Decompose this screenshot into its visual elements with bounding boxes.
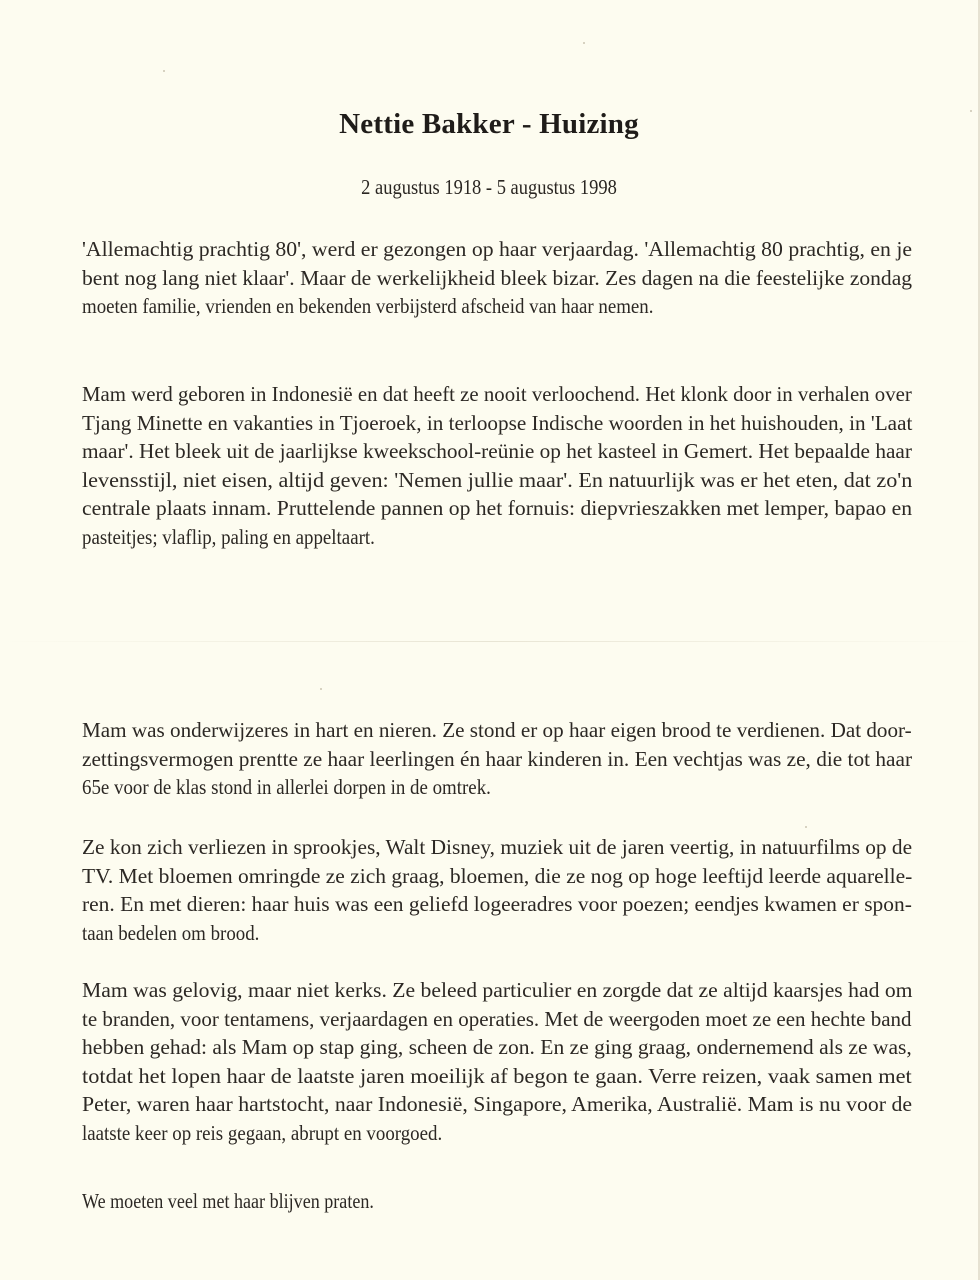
text-line: Peter, waren haar hartstocht, naar Indonesië, Singapore, Amerika, Australië. Mam is nu voor de: [82, 1092, 913, 1116]
paragraph-birthday: [82, 235, 912, 321]
text-line: te branden, voor tentamens, verjaardagen en operaties. Met de weergoden moet ze een hechte band: [82, 1006, 912, 1031]
text-line: TV. Met bloemen omringde ze zich graag, bloemen, die ze nog op hoge leeftijd leerde aquarelle-: [82, 863, 913, 888]
text-line: hebben gehad: als Mam op stap ging, scheen de zon. En ze ging graag, ondernemend als ze was,: [82, 1035, 912, 1059]
text-line: Mam was onderwijzeres in hart en nieren. Ze stond er op haar eigen brood te verdienen. Dat door-: [82, 718, 912, 742]
paper-speck: [805, 826, 807, 828]
text-line: 65e voor de klas stond in allerlei dorpen in de omtrek.: [82, 775, 491, 799]
text-line: Ze kon zich verliezen in sprookjes, Walt Disney, muziek uit de jaren veertig, in natuurfilms op de: [82, 835, 913, 859]
paragraph-hobbies: [82, 833, 912, 947]
text-line: totdat het lopen haar de laatste jaren moeilijk af begon te gaan. Verre reizen, vaak samen met: [82, 1063, 912, 1088]
text-line: pasteitjes; vlaflip, paling en appeltaart.: [82, 524, 375, 549]
text-line: Tjang Minette en vakanties in Tjoeroek, in terloopse Indische woorden in het huishouden, in 'Laat: [82, 410, 913, 435]
paper-speck: [320, 688, 322, 690]
text-line: maar'. Het bleek uit de jaarlijkse kweekschool-reünie op het kasteel in Gemert. Het bepaalde haar: [82, 439, 912, 463]
paper-speck: [163, 70, 165, 72]
paragraph-closing: [82, 1187, 912, 1216]
text-line: Mam werd geboren in Indonesië en dat heeft ze nooit verloochend. Het klonk door in verhalen over: [82, 382, 912, 406]
paper-fold-line: [0, 641, 978, 642]
paragraph-faith-travel: [82, 976, 912, 1147]
text-line: Mam was gelovig, maar niet kerks. Ze beleed particulier en zorgde dat ze altijd kaarsjes had om: [82, 978, 913, 1002]
text-line: ren. En met dieren: haar huis was een geliefd logeeradres voor poezen; eendjes kwamen er spon-: [82, 892, 912, 916]
life-dates: 2 augustus 1918 - 5 augustus 1998: [361, 175, 617, 199]
paper-speck: [583, 42, 585, 44]
text-line: zettingsvermogen prentte ze haar leerlingen én haar kinderen in. Een vechtjas was ze, die tot haar: [82, 746, 913, 771]
text-line: centrale plaats innam. Pruttelende pannen op het fornuis: diepvrieszakken met lemper, bapao en: [82, 496, 913, 520]
text-line: levensstijl, niet eisen, altijd geven: 'Nemen jullie maar'. En natuurlijk was er het eten, dat zo'n: [82, 467, 913, 492]
text-line: We moeten veel met haar blijven praten.: [82, 1189, 374, 1213]
text-line: bent nog lang niet klaar'. Maar de werkelijkheid bleek bizar. Zes dagen na die feestelijke zondag: [82, 265, 913, 290]
paragraph-teacher: [82, 716, 912, 802]
text-line: moeten familie, vrienden en bekenden verbijsterd afscheid van haar nemen.: [82, 294, 654, 318]
text-line: 'Allemachtig prachtig 80', werd er gezongen op haar verjaardag. 'Allemachtig 80 prachtig, en je: [82, 237, 913, 261]
paragraph-indonesia: [82, 380, 912, 551]
text-line: laatste keer op reis gegaan, abrupt en voorgoed.: [82, 1120, 443, 1145]
text-line: taan bedelen om brood.: [82, 920, 260, 945]
deceased-name-title: Nettie Bakker - Huizing: [339, 108, 639, 140]
